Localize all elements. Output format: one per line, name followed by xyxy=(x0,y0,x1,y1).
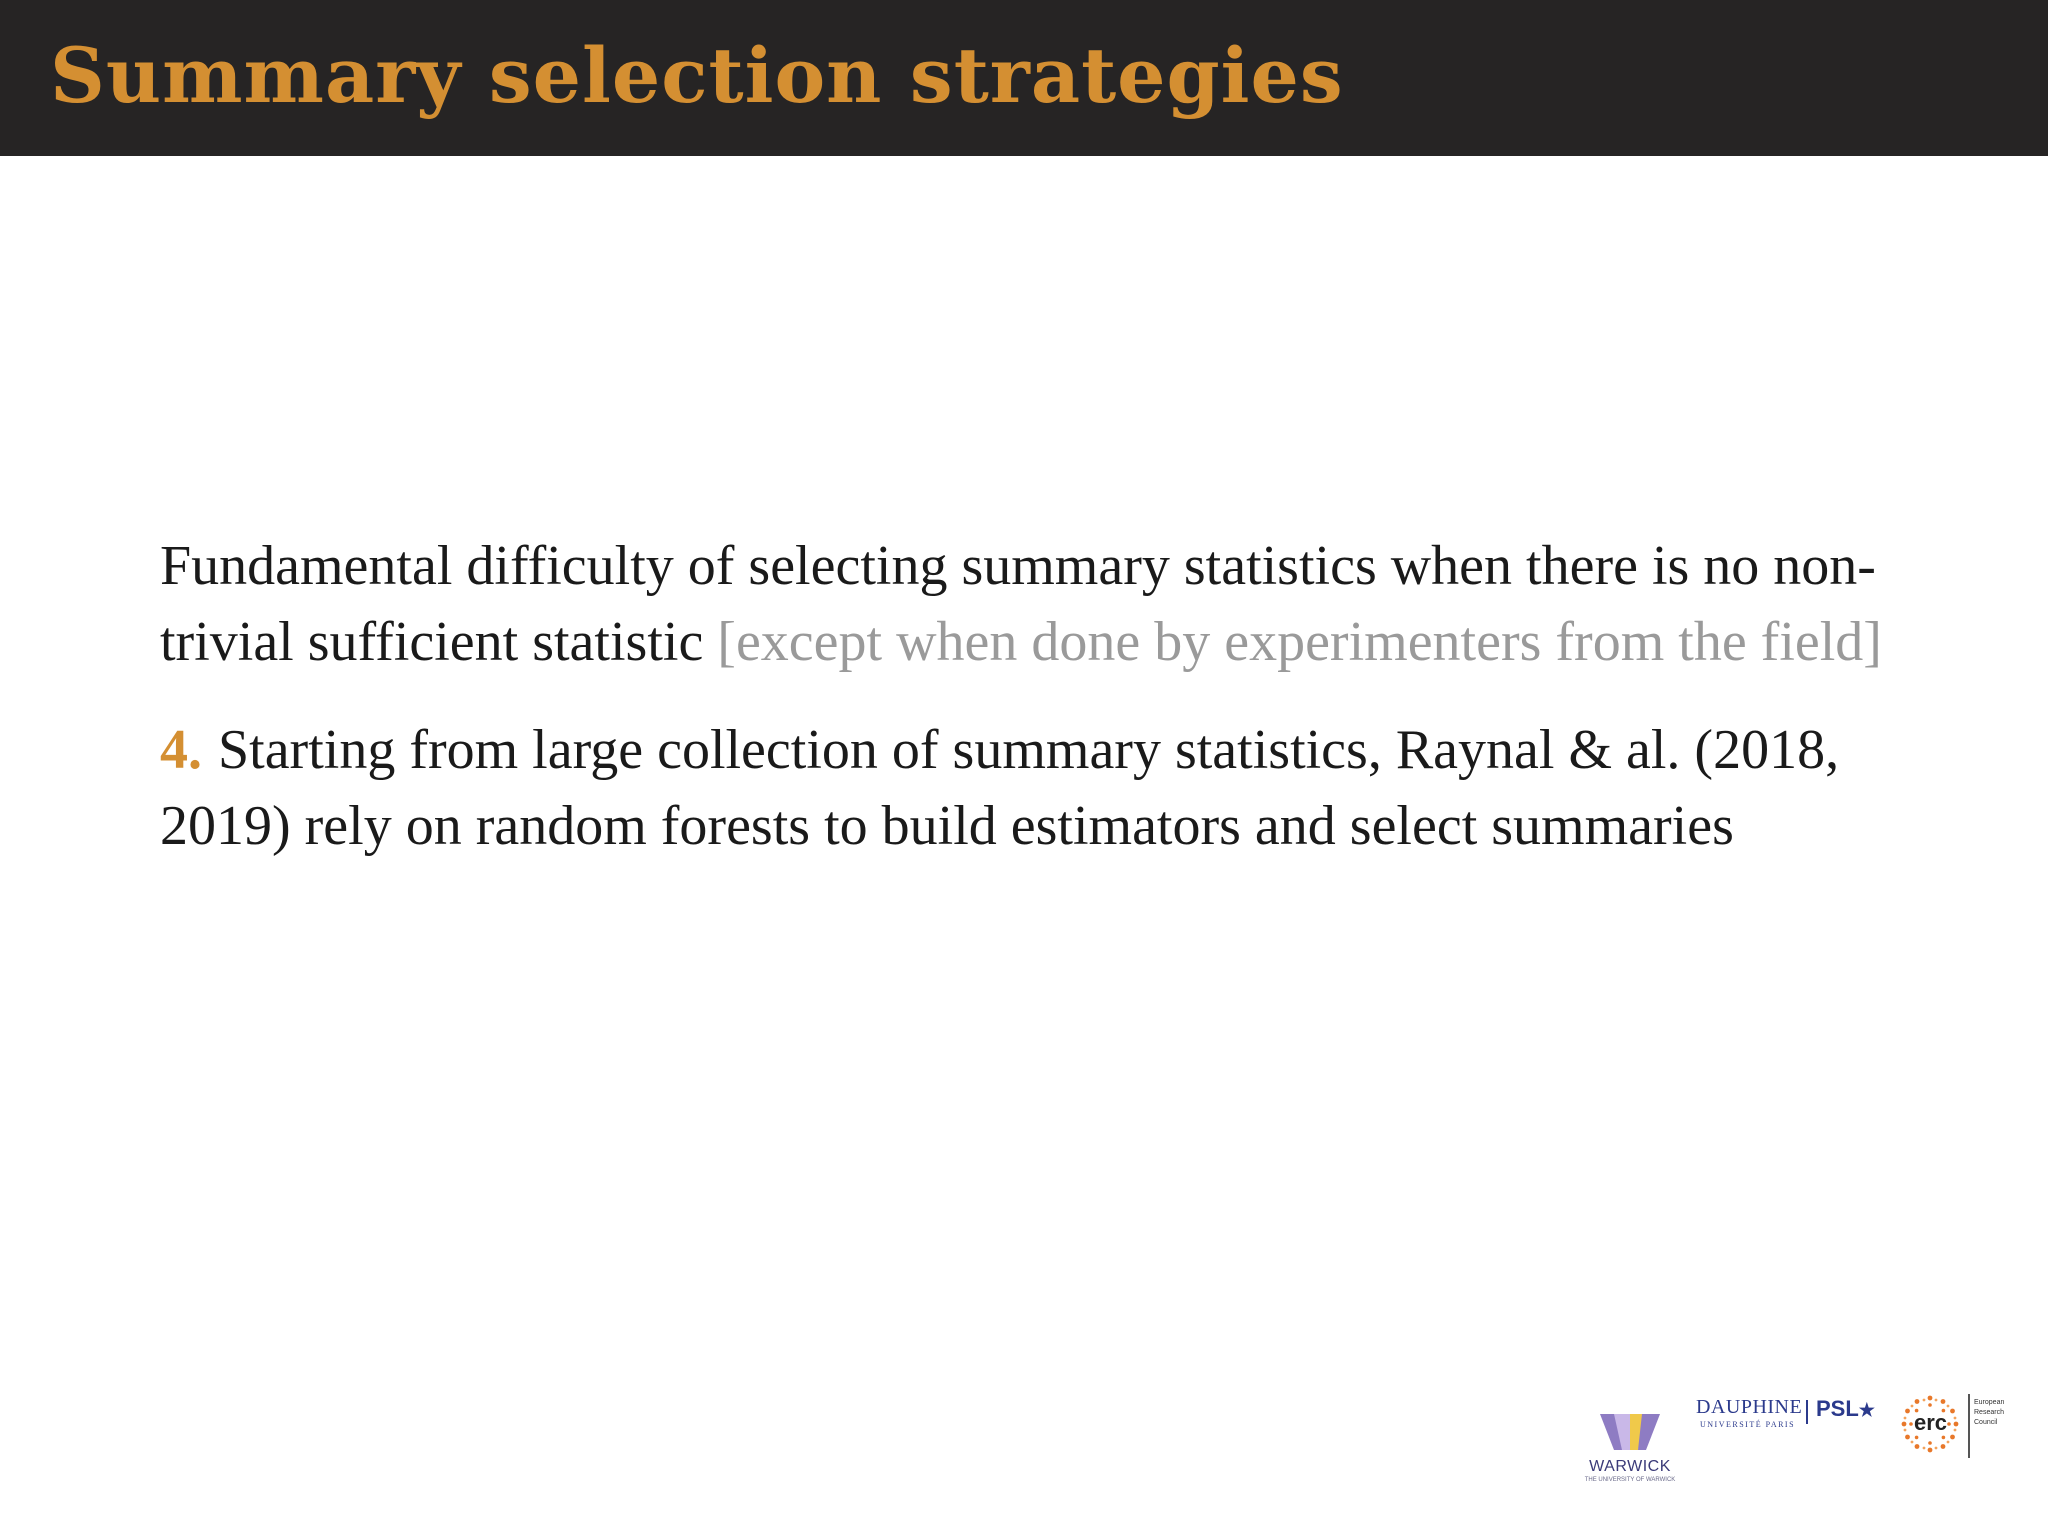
warwick-name: WARWICK xyxy=(1589,1458,1671,1475)
psl-name: PSL xyxy=(1816,1396,1859,1421)
paragraph-difficulty-text: Fundamental difficulty of selecting summary statistics when there is no non-trivial sufficient statistic xyxy=(160,535,1876,673)
paragraph-difficulty-aside: [except when done by experimenters from the field] xyxy=(717,611,1882,673)
star-icon: ★ xyxy=(1858,1400,1875,1420)
erc-divider xyxy=(1968,1394,1970,1458)
item-number: 4. xyxy=(160,719,202,781)
warwick-subtitle: THE UNIVERSITY OF WARWICK xyxy=(1584,1477,1676,1483)
dauphine-divider xyxy=(1806,1400,1808,1424)
erc-line-2: Research xyxy=(1974,1409,2004,1416)
sponsor-logos xyxy=(1580,1380,2020,1520)
paragraph-difficulty xyxy=(160,528,1900,680)
erc-line-1: European xyxy=(1974,1399,2005,1406)
erc-full-name xyxy=(1974,1398,2018,1428)
psl-mark xyxy=(1816,1396,1875,1422)
slide-content xyxy=(160,528,1900,864)
erc-logo xyxy=(1898,1392,2018,1472)
erc-line-3: Council xyxy=(1974,1419,1998,1426)
slide-title: Summary selection strategies xyxy=(50,31,1344,120)
warwick-logo xyxy=(1580,1412,1680,1512)
paragraph-item-4 xyxy=(160,712,1900,864)
warwick-emblem-icon xyxy=(1600,1412,1660,1452)
dauphine-psl-logo xyxy=(1696,1394,1886,1440)
dauphine-name: DAUPHINE xyxy=(1696,1396,1803,1418)
item-text: Starting from large collection of summary statistics, Raynal & al. (2018, 2019) rely on random forests to build estimators and select summaries xyxy=(160,719,1840,857)
dauphine-subtitle: UNIVERSITÉ PARIS xyxy=(1700,1420,1796,1429)
title-bar xyxy=(0,0,2048,156)
erc-abbreviation: erc xyxy=(1914,1410,1948,1435)
